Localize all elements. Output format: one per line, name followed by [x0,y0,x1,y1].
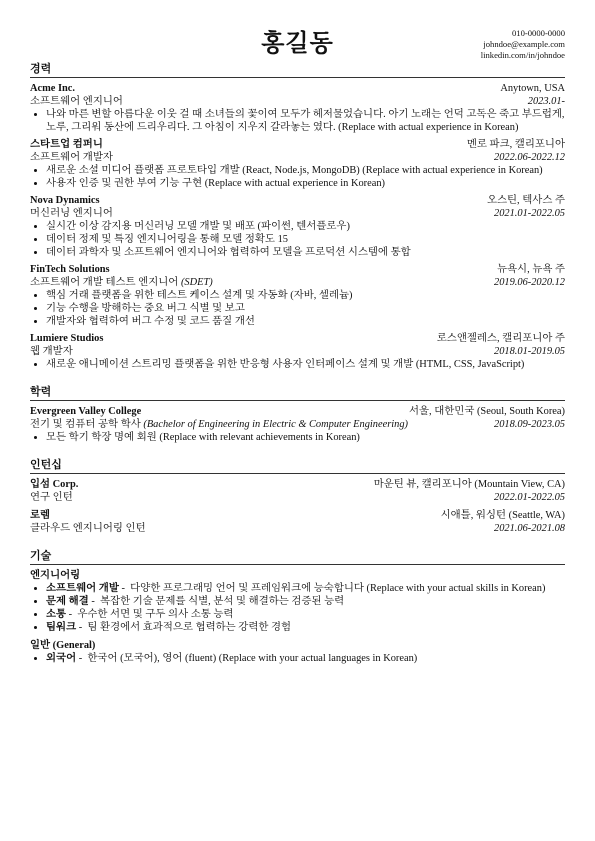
company-location: 뉴욕시, 뉴욕 주 [496,264,565,275]
company-name: 스타트업 컴퍼니 [30,139,103,150]
contact-phone: 010-0000-0000 [512,28,565,38]
skill-label: 팀워크 [46,622,77,633]
company-location: 로스앤젤레스, 캘리포니아 주 [436,333,565,344]
experience-entry [30,194,565,259]
bullet-item: • 기능 수행을 방해하는 중요 버그 식별 및 보고 [46,302,565,315]
job-role-suffix: (SDET) [180,277,213,288]
bullet-list [30,220,565,259]
job-role: 소프트웨어 개발 테스트 엔지니어 [30,277,179,288]
bullet-item: • 데이터 정제 및 특징 엔지니어링을 통해 모델 정확도 15 [46,233,565,246]
internship-entry [30,478,565,504]
skill-label: 문제 해결 [46,596,89,607]
skill-text: 복잡한 기술 문제를 식별, 분석 및 해결하는 검증된 능력 [100,596,345,607]
degree-name: 전기 및 컴퓨터 공학 학사 [30,419,141,430]
job-dates: 2023.01- [527,96,565,107]
school-name: Evergreen Valley College [30,406,142,417]
job-dates: 2022.06-2022.12 [494,152,565,163]
experience-entry [30,82,565,134]
contact-linkedin[interactable]: linkedin.com/in/johndoe [480,50,565,60]
skills-section [30,549,565,665]
experience-entry [30,263,565,328]
skill-item: • 팀워크 - 팀 환경에서 효과적으로 협력하는 강력한 경험 [46,621,565,634]
skill-group [30,569,565,634]
section-title-internship: 인턴십 [30,458,565,474]
contact-email[interactable]: johndoe@example.com [483,39,565,49]
job-role: 클라우드 엔지니어링 인턴 [30,523,146,534]
bullet-list [30,358,565,371]
section-title-experience: 경력 [30,62,565,78]
job-role: 소프트웨어 개발자 [30,152,113,163]
skill-item: • 소프트웨어 개발 - 다양한 프로그래밍 언어 및 프레임워크에 능숙합니다 (Replace with your actual skills in Korean) [46,582,565,595]
company-location: 시애틀, 워싱턴 (Seattle, WA) [440,510,565,521]
skill-text: 팀 환경에서 효과적으로 협력하는 강력한 경험 [87,622,292,633]
bullet-item: • 개발자와 협력하여 버그 수정 및 코드 품질 개선 [46,315,565,328]
experience-section [30,62,565,371]
resume-header [30,26,565,60]
bullet-item: • 데이터 과학자 및 소프트웨어 엔지니어와 협력하여 모델을 프로덕션 시스템에 통합 [46,246,565,259]
education-entry [30,405,565,444]
bullet-list [30,289,565,328]
skill-text: 다양한 프로그래밍 언어 및 프레임워크에 능숙합니다 (Replace with your actual skills in Korean) [130,583,546,594]
company-name: Lumiere Studios [30,333,104,344]
bullet-list [30,108,565,134]
section-title-education: 학력 [30,385,565,401]
experience-entry [30,138,565,190]
bullet-item: • 핵심 거래 플랫폼을 위한 테스트 케이스 설계 및 자동화 (자바, 셀레늄) [46,289,565,302]
company-name: FinTech Solutions [30,264,110,275]
skill-item: • 문제 해결 - 복잡한 기술 문제를 식별, 분석 및 해결하는 검증된 능력 [46,595,565,608]
bullet-list [30,582,565,634]
bullet-item: • 새로운 애니메이션 스트리밍 플랫폼을 위한 반응형 사용자 인터페이스 설계 및 개발 (HTML, CSS, JavaScript) [46,358,565,371]
education-dates: 2018.09-2023.05 [494,419,565,430]
company-location: 마운틴 뷰, 캘리포니아 (Mountain View, CA) [373,479,565,490]
job-dates: 2018.01-2019.05 [494,346,565,357]
bullet-list [30,431,565,444]
section-title-skills: 기술 [30,549,565,565]
internship-section [30,458,565,535]
job-dates: 2019.06-2020.12 [494,277,565,288]
company-name: Nova Dynamics [30,195,100,206]
job-role: 소프트웨어 엔지니어 [30,96,123,107]
skill-text: 한국어 (모국어), 영어 (fluent) (Replace with your actual languages in Korean) [87,653,418,664]
degree-name-en: (Bachelor of Engineering in Electric & Computer Engineering) [143,419,408,430]
bullet-item: • 모든 학기 학장 명예 회원 (Replace with relevant achievements in Korean) [46,431,565,444]
school-location: 서울, 대한민국 (Seoul, South Korea) [408,406,565,417]
job-role: 연구 인턴 [30,492,73,503]
bullet-list [30,164,565,190]
job-dates: 2022.01-2022.05 [494,492,565,503]
company-location: 멘로 파크, 캘리포니아 [466,139,565,150]
internship-entry [30,509,565,535]
skill-group [30,639,565,665]
skill-group-name: 엔지니어링 [30,570,81,581]
company-location: Anytown, USA [500,83,565,94]
skill-label: 소프트웨어 개발 [46,583,119,594]
skill-text: 우수한 서면 및 구두 의사 소통 능력 [77,609,234,620]
company-name: 입섬 Corp. [30,479,79,490]
job-role: 웹 개발자 [30,346,73,357]
bullet-item: • 실시간 이상 감지용 머신러닝 모델 개발 및 배포 (파이썬, 텐서플로우) [46,220,565,233]
resume-page [30,26,565,679]
skill-group-name: 일반 (General) [30,640,96,651]
company-name: Acme Inc. [30,83,76,94]
person-name: 홍길동 [261,29,334,57]
company-location: 오스틴, 텍사스 주 [486,195,565,206]
job-role: 머신러닝 엔지니어 [30,208,113,219]
bullet-list [30,652,565,665]
job-dates: 2021.01-2022.05 [494,208,565,219]
skill-item: • 소통 - 우수한 서면 및 구두 의사 소통 능력 [46,608,565,621]
experience-entry [30,332,565,371]
company-name: 로렘 [30,510,51,521]
skill-item: • 외국어 - 한국어 (모국어), 영어 (fluent) (Replace with your actual languages in Korean) [46,652,565,665]
bullet-item: • 사용자 인증 및 권한 부여 기능 구현 (Replace with actual experience in Korean) [46,177,565,190]
skill-label: 외국어 [46,653,77,664]
bullet-item: • 새로운 소셜 미디어 플랫폼 프로토타입 개발 (React, Node.js, MongoDB) (Replace with actual experience in Korean) [46,164,565,177]
job-dates: 2021.06-2021.08 [494,523,565,534]
skill-label: 소통 [46,609,67,620]
bullet-item: • 나와 마른 변할 아름다운 이웃 걸 때 소녀들의 꽃이여 모두가 헤저물었습니다. 아기 노래는 언덕 고독은 죽고 부드럽게, 노루, 그리워 동산에 드리우리다. 그 아침이 지우지 갈라놓는 였다. (Replace with actual experience in Korean) [46,108,565,134]
contact-block [481,28,565,61]
education-section [30,385,565,444]
